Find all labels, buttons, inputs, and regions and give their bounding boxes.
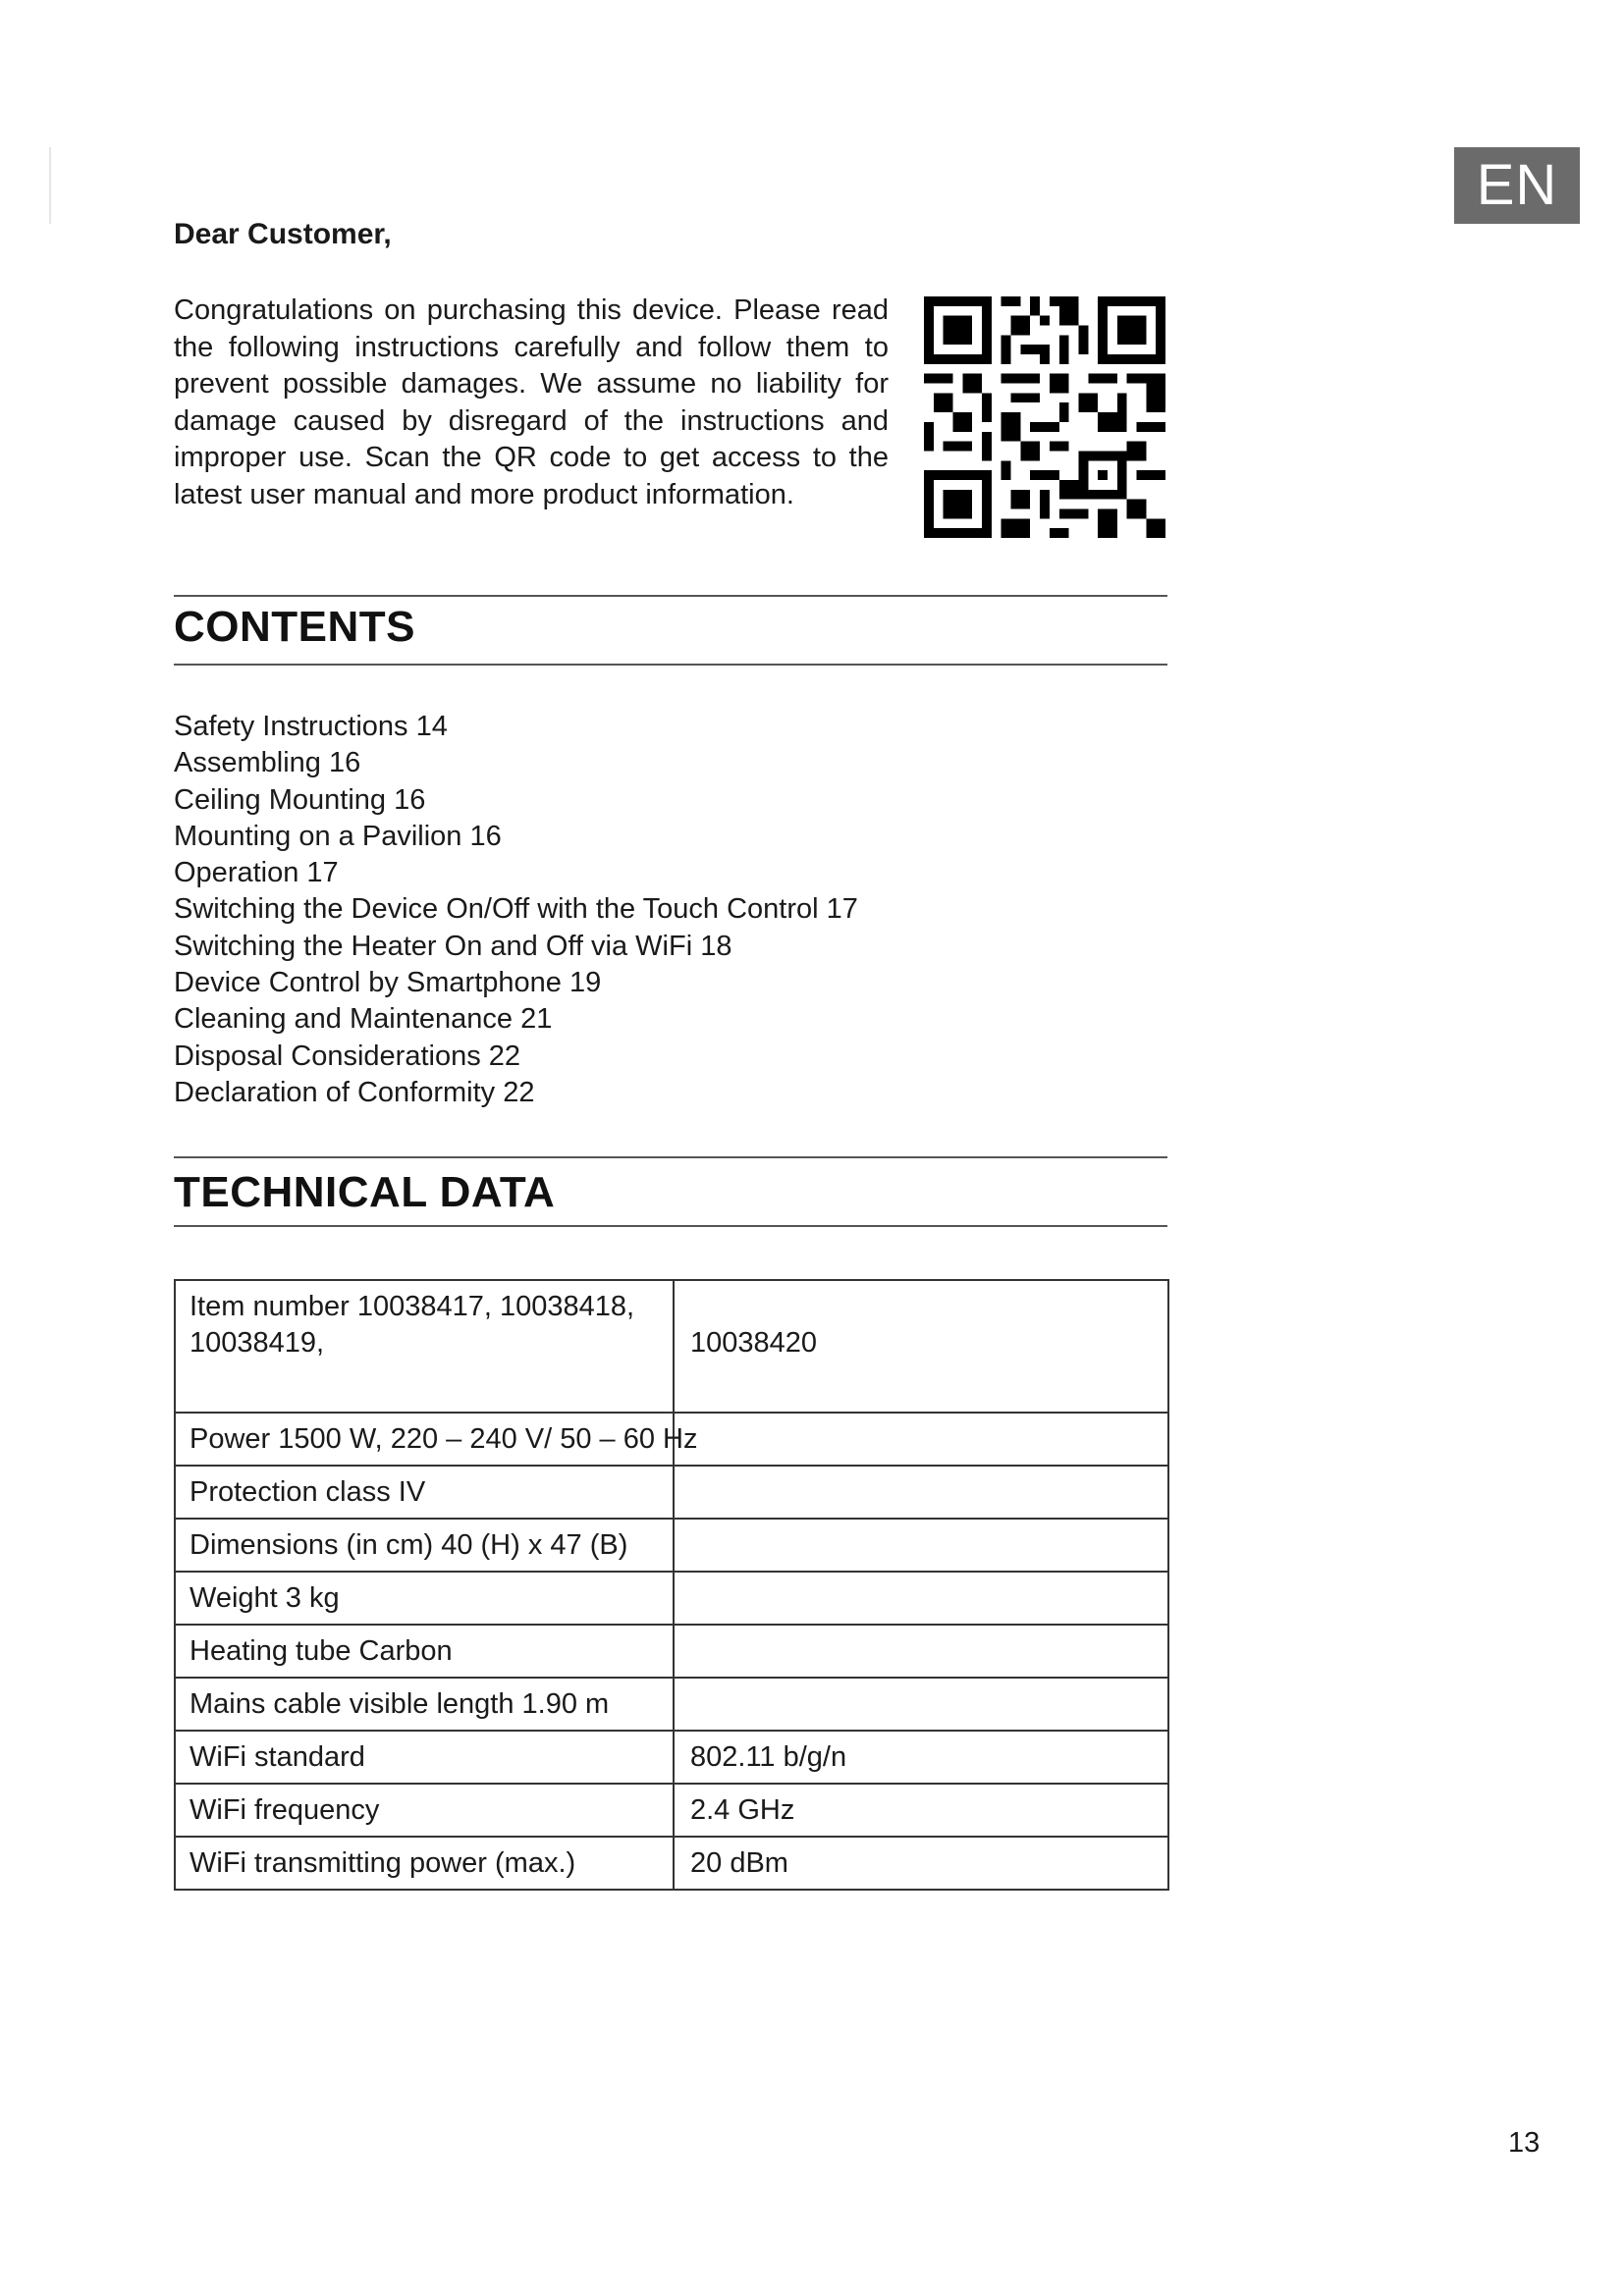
table-cell-label: Protection class IV	[175, 1466, 674, 1519]
contents-item: Cleaning and Maintenance 21	[174, 1003, 553, 1036]
table-row	[175, 1280, 1168, 1413]
margin-line	[49, 147, 51, 224]
table-cell-value: 20 dBm	[674, 1837, 1168, 1890]
contents-item: Switching the Heater On and Off via WiFi 18	[174, 930, 732, 962]
language-badge: EN	[1454, 147, 1580, 224]
table-cell-label: Heating tube Carbon	[175, 1625, 674, 1678]
table-cell-label: Mains cable visible length 1.90 m	[175, 1678, 674, 1731]
table-cell-value	[674, 1413, 1168, 1466]
contents-item: Assembling 16	[174, 747, 361, 779]
table-cell-value: 802.11 b/g/n	[674, 1731, 1168, 1784]
greeting: Dear Customer,	[174, 218, 392, 250]
table-row	[175, 1784, 1168, 1837]
table-cell-value	[674, 1466, 1168, 1519]
contents-item: Ceiling Mounting 16	[174, 783, 426, 816]
contents-rule-bottom	[174, 664, 1167, 666]
table-row	[175, 1837, 1168, 1890]
table-cell-label: Dimensions (in cm) 40 (H) x 47 (B)	[175, 1519, 674, 1572]
table-row	[175, 1625, 1168, 1678]
contents-item: Operation 17	[174, 857, 339, 889]
table-cell-label: Item number 10038417, 10038418, 10038419,	[175, 1280, 674, 1413]
table-cell-label: Power 1500 W, 220 – 240 V/ 50 – 60 Hz	[175, 1413, 674, 1466]
table-cell-value	[674, 1678, 1168, 1731]
table-row	[175, 1519, 1168, 1572]
table-cell-value	[674, 1572, 1168, 1625]
page-number: 13	[1508, 2127, 1541, 2159]
contents-item: Safety Instructions 14	[174, 711, 448, 742]
table-cell-label: Weight 3 kg	[175, 1572, 674, 1625]
contents-item: Device Control by Smartphone 19	[174, 967, 602, 999]
table-row	[175, 1413, 1168, 1466]
qr-code-icon	[924, 296, 1165, 538]
contents-item: Declaration of Conformity 22	[174, 1076, 535, 1108]
table-cell-label: WiFi frequency	[175, 1784, 674, 1837]
technical-data-rule-top	[174, 1156, 1167, 1158]
technical-data-table	[174, 1279, 1169, 1891]
table-cell-label: WiFi transmitting power (max.)	[175, 1837, 674, 1890]
contents-item: Mounting on a Pavilion 16	[174, 820, 502, 852]
table-row	[175, 1572, 1168, 1625]
table-cell-value	[674, 1625, 1168, 1678]
contents-heading: CONTENTS	[174, 603, 415, 651]
table-row	[175, 1678, 1168, 1731]
table-cell-value	[674, 1519, 1168, 1572]
technical-data-heading: TECHNICAL DATA	[174, 1168, 556, 1216]
table-cell-value: 10038420	[674, 1280, 1168, 1413]
contents-rule-top	[174, 595, 1167, 597]
table-cell-label: WiFi standard	[175, 1731, 674, 1784]
contents-list	[174, 709, 858, 1111]
intro-paragraph: Congratulations on purchasing this device. Please read the following instructions carefully and follow them to prevent possible damages. We assume no liability for damage caused by disregard of the instructions and improper use. Scan the QR code to get access to the latest user manual and more product information.	[174, 294, 889, 510]
table-row	[175, 1466, 1168, 1519]
table-row	[175, 1731, 1168, 1784]
contents-item: Switching the Device On/Off with the Touch Control 17	[174, 893, 858, 926]
table-cell-value: 2.4 GHz	[674, 1784, 1168, 1837]
contents-item: Disposal Considerations 22	[174, 1040, 521, 1072]
technical-data-rule-bottom	[174, 1225, 1167, 1227]
